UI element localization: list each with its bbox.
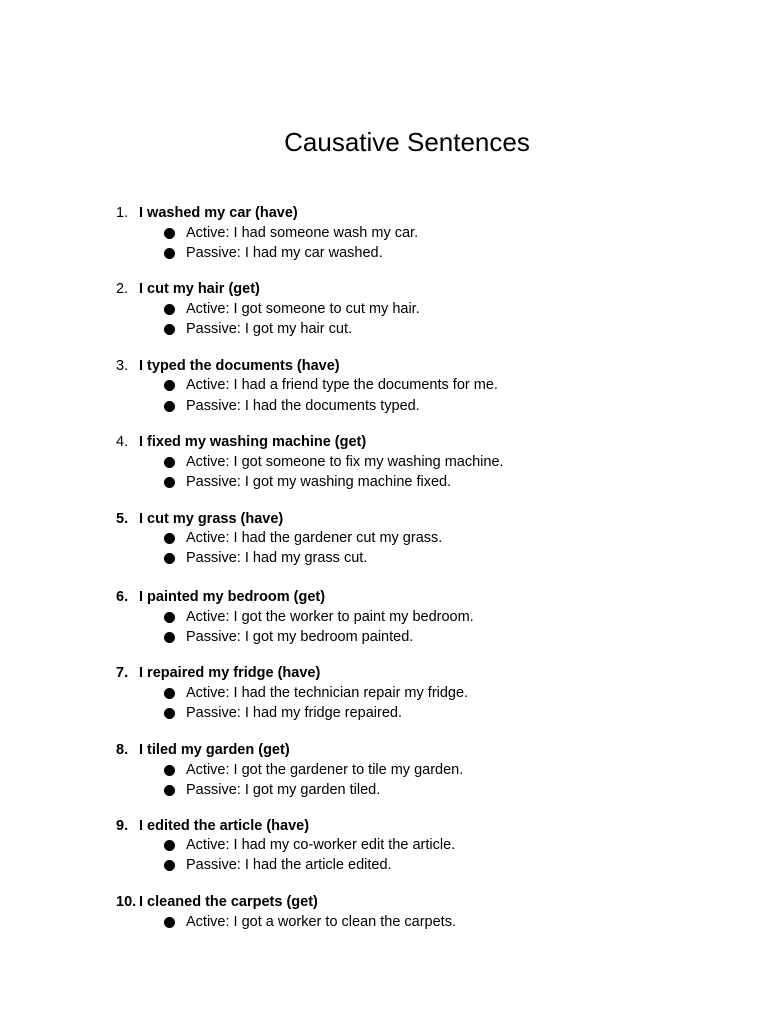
bullet-row-passive — [0, 243, 768, 263]
bullet-icon — [164, 917, 175, 928]
page-title: Causative Sentences — [284, 127, 530, 158]
item-heading: I repaired my fridge (have) — [139, 665, 321, 681]
bullet-text: Passive: I had the article edited. — [186, 857, 392, 873]
bullet-icon — [164, 785, 175, 796]
bullet-icon — [164, 860, 175, 871]
bullet-icon — [164, 248, 175, 259]
item-number: 4. — [116, 434, 129, 450]
bullet-icon — [164, 632, 175, 643]
item-number: 2. — [116, 281, 129, 297]
item-heading: I cut my hair (get) — [139, 281, 260, 297]
bullet-icon — [164, 401, 175, 412]
bullet-row-active — [0, 607, 768, 627]
item-heading: I tiled my garden (get) — [139, 742, 290, 758]
item-heading: I typed the documents (have) — [139, 358, 340, 374]
bullet-icon — [164, 708, 175, 719]
item-heading-row — [0, 663, 768, 683]
bullet-text: Active: I got the gardener to tile my garden. — [186, 762, 464, 778]
bullet-text: Active: I got the worker to paint my bedroom. — [186, 609, 474, 625]
bullet-row-passive — [0, 548, 768, 568]
item-heading: I cleaned the carpets (get) — [139, 894, 318, 910]
bullet-row-passive — [0, 627, 768, 647]
item-heading: I cut my grass (have) — [139, 511, 284, 527]
bullet-row-active — [0, 760, 768, 780]
bullet-icon — [164, 840, 175, 851]
item-heading: I washed my car (have) — [139, 205, 298, 221]
bullet-icon — [164, 324, 175, 335]
bullet-text: Passive: I had my fridge repaired. — [186, 705, 402, 721]
item-heading-row — [0, 509, 768, 529]
bullet-text: Passive: I got my bedroom painted. — [186, 629, 414, 645]
bullet-icon — [164, 553, 175, 564]
bullet-text: Active: I had a friend type the documents for me. — [186, 377, 498, 393]
bullet-text: Passive: I got my hair cut. — [186, 321, 353, 337]
bullet-row-passive — [0, 855, 768, 875]
item-heading-row — [0, 279, 768, 299]
item-heading-row — [0, 356, 768, 376]
item-number: 6. — [116, 589, 129, 605]
bullet-icon — [164, 688, 175, 699]
bullet-row-active — [0, 375, 768, 395]
bullet-row-active — [0, 835, 768, 855]
bullet-icon — [164, 533, 175, 544]
bullet-text: Active: I got a worker to clean the carpets. — [186, 914, 456, 930]
item-number: 5. — [116, 511, 129, 527]
bullet-row-passive — [0, 472, 768, 492]
bullet-text: Passive: I got my garden tiled. — [186, 782, 381, 798]
item-heading-row — [0, 587, 768, 607]
bullet-icon — [164, 612, 175, 623]
bullet-row-active — [0, 912, 768, 932]
item-heading-row — [0, 892, 768, 912]
bullet-text: Passive: I had the documents typed. — [186, 398, 420, 414]
bullet-text: Active: I had someone wash my car. — [186, 225, 419, 241]
item-number: 1. — [116, 205, 129, 221]
bullet-text: Active: I got someone to cut my hair. — [186, 301, 420, 317]
bullet-text: Passive: I had my grass cut. — [186, 550, 368, 566]
bullet-row-active — [0, 223, 768, 243]
bullet-row-active — [0, 299, 768, 319]
bullet-icon — [164, 765, 175, 776]
item-heading: I fixed my washing machine (get) — [139, 434, 367, 450]
item-heading-row — [0, 432, 768, 452]
item-number: 8. — [116, 742, 129, 758]
item-number: 10. — [116, 894, 137, 910]
item-number: 7. — [116, 665, 129, 681]
bullet-icon — [164, 477, 175, 488]
item-number: 3. — [116, 358, 129, 374]
bullet-text: Active: I had the technician repair my fridge. — [186, 685, 469, 701]
bullet-text: Active: I had my co-worker edit the article. — [186, 837, 456, 853]
item-number: 9. — [116, 818, 129, 834]
bullet-row-active — [0, 683, 768, 703]
bullet-icon — [164, 228, 175, 239]
bullet-row-active — [0, 452, 768, 472]
item-heading-row — [0, 816, 768, 836]
bullet-text: Passive: I got my washing machine fixed. — [186, 474, 452, 490]
bullet-row-passive — [0, 780, 768, 800]
item-heading: I edited the article (have) — [139, 818, 310, 834]
bullet-text: Active: I had the gardener cut my grass. — [186, 530, 443, 546]
bullet-row-passive — [0, 396, 768, 416]
item-heading-row — [0, 203, 768, 223]
bullet-row-passive — [0, 703, 768, 723]
bullet-icon — [164, 457, 175, 468]
bullet-icon — [164, 304, 175, 315]
item-heading-row — [0, 740, 768, 760]
bullet-row-passive — [0, 319, 768, 339]
bullet-text: Passive: I had my car washed. — [186, 245, 383, 261]
bullet-icon — [164, 380, 175, 391]
bullet-row-active — [0, 528, 768, 548]
bullet-text: Active: I got someone to fix my washing machine. — [186, 454, 504, 470]
item-heading: I painted my bedroom (get) — [139, 589, 326, 605]
